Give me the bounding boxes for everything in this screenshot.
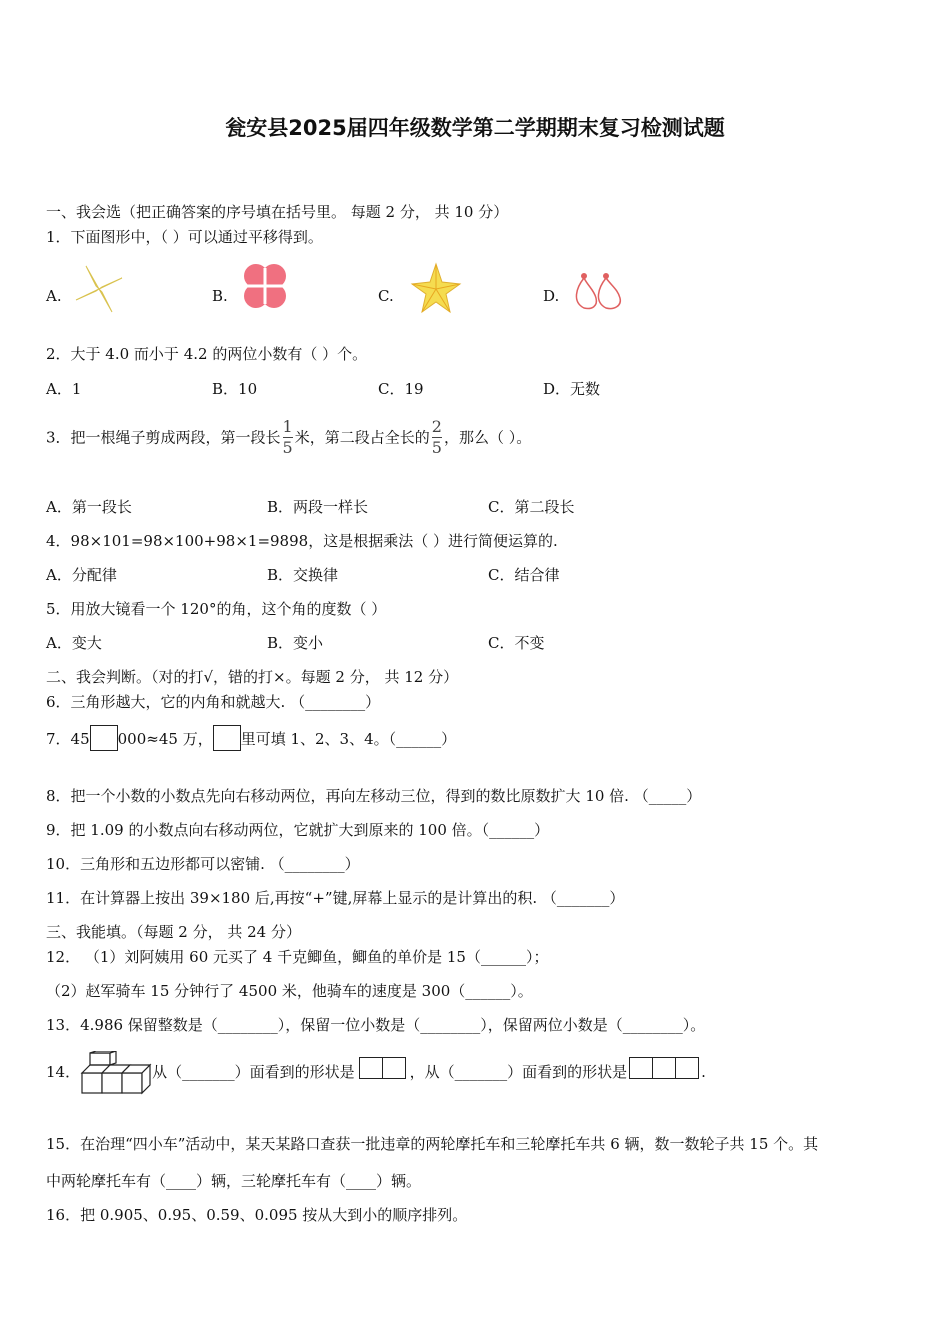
q14-text-b: ，从（_______）面看到的形状是 bbox=[409, 1063, 628, 1081]
section-3-heading: 三、我能填。（每题 2 分， 共 24 分） bbox=[46, 923, 301, 941]
pinwheel-icon bbox=[72, 262, 126, 316]
q2-option-c: C．19 bbox=[378, 380, 424, 398]
question-1: 1．下面图形中，（ ）可以通过平移得到。 bbox=[46, 228, 323, 246]
q2-option-d: D．无数 bbox=[543, 380, 601, 398]
page-title: 瓮安县2025届四年级数学第二学期期末复习检测试题 bbox=[225, 116, 725, 140]
question-14 bbox=[46, 1050, 706, 1095]
shape-two-squares bbox=[355, 1051, 410, 1095]
q3-text-middle: 米，第二段占全长的 bbox=[294, 428, 430, 447]
q14-text-a: 从（_______）面看到的形状是 bbox=[152, 1063, 355, 1081]
q1-option-a-label: A. bbox=[46, 287, 62, 305]
question-4: 4．98×101=98×100+98×1=9898，这是根据乘法（ ）进行简便运算的. bbox=[46, 532, 558, 550]
cube-stack-icon bbox=[80, 1051, 152, 1095]
q3-text-end: ，那么（ ）。 bbox=[443, 428, 532, 447]
question-3 bbox=[46, 418, 531, 457]
q3-option-b: B．两段一样长 bbox=[267, 498, 369, 516]
clover-flower-icon bbox=[238, 262, 292, 312]
q7-text-a: 7．45 bbox=[46, 730, 90, 748]
question-6: 6．三角形越大，它的内角和就越大. （________） bbox=[46, 693, 381, 711]
q7-text-c: 里可填 1、2、3、4。（______） bbox=[240, 730, 457, 748]
q3-text-start: 3．把一根绳子剪成两段，第一段长 bbox=[46, 428, 281, 447]
question-9: 9．把 1.09 的小数点向右移动两位，它就扩大到原来的 100 倍。（______） bbox=[46, 821, 550, 839]
fraction-numerator: 2 bbox=[431, 417, 442, 436]
question-13: 13．4.986 保留整数是（________），保留一位小数是（________），保留两位小数是（________）。 bbox=[46, 1016, 706, 1034]
question-15-line-2: 中两轮摩托车有（____）辆，三轮摩托车有（____）辆。 bbox=[46, 1172, 422, 1190]
question-15-line-1: 15．在治理“四小车”活动中，某天某路口查获一批违章的两轮摩托车和三轮摩托车共 6 辆，数一数轮子共 15 个。其 bbox=[46, 1135, 819, 1153]
q4-option-b: B．交换律 bbox=[267, 566, 339, 584]
shape-three-squares bbox=[627, 1051, 701, 1095]
question-16: 16．把 0.905、0.95、0.59、0.095 按从大到小的顺序排列。 bbox=[46, 1206, 468, 1224]
hen-pair-icon bbox=[570, 270, 626, 312]
question-11: 11．在计算器上按出 39×180 后,再按“+”键,屏幕上显示的是计算出的积. （_______） bbox=[46, 889, 625, 907]
blank-square-box bbox=[90, 725, 118, 751]
question-7 bbox=[46, 724, 456, 754]
q3-option-c: C．第二段长 bbox=[488, 498, 575, 516]
q5-option-c: C．不变 bbox=[488, 634, 545, 652]
fraction-denominator: 5 bbox=[431, 438, 442, 457]
question-2: 2．大于 4.0 而小于 4.2 的两位小数有（ ）个。 bbox=[46, 345, 368, 363]
fraction-denominator: 5 bbox=[282, 438, 293, 457]
question-12-part-2: （2）赵军骑车 15 分钟行了 4500 米，他骑车的速度是 300（______）。 bbox=[46, 982, 533, 1000]
q2-option-b: B．10 bbox=[212, 380, 258, 398]
q1-option-d-label: D. bbox=[543, 287, 560, 305]
q4-option-a: A．分配律 bbox=[46, 566, 117, 584]
q4-option-c: C．结合律 bbox=[488, 566, 560, 584]
question-5: 5．用放大镜看一个 120°的角，这个角的度数（ ） bbox=[46, 600, 387, 618]
q5-option-a: A．变大 bbox=[46, 634, 102, 652]
q7-text-b: 000≈45 万， bbox=[117, 730, 213, 748]
q14-number: 14． bbox=[46, 1063, 81, 1081]
q5-option-b: B．变小 bbox=[267, 634, 324, 652]
section-1-heading: 一、我会选（把正确答案的序号填在括号里。 每题 2 分， 共 10 分） bbox=[46, 203, 509, 221]
question-12-part-1: 12． （1）刘阿姨用 60 元买了 4 千克鲫鱼，鲫鱼的单价是 15（______）； bbox=[46, 948, 549, 966]
blank-square-box bbox=[213, 725, 241, 751]
section-2-heading: 二、我会判断。（对的打√，错的打×。每题 2 分， 共 12 分） bbox=[46, 668, 459, 686]
q2-option-a: A．1 bbox=[46, 380, 82, 398]
q3-fraction-1 bbox=[283, 418, 293, 457]
star-pinwheel-icon bbox=[408, 262, 464, 316]
q14-text-c: . bbox=[701, 1063, 706, 1081]
question-10: 10．三角形和五边形都可以密铺. （________） bbox=[46, 855, 360, 873]
q1-option-c-label: C. bbox=[378, 287, 394, 305]
question-8: 8．把一个小数的小数点先向右移动两位，再向左移动三位，得到的数比原数扩大 10 倍. （_____） bbox=[46, 787, 702, 805]
fraction-numerator: 1 bbox=[282, 417, 293, 436]
q1-option-b-label: B. bbox=[212, 287, 228, 305]
q3-option-a: A．第一段长 bbox=[46, 498, 132, 516]
q3-fraction-2 bbox=[432, 418, 442, 457]
